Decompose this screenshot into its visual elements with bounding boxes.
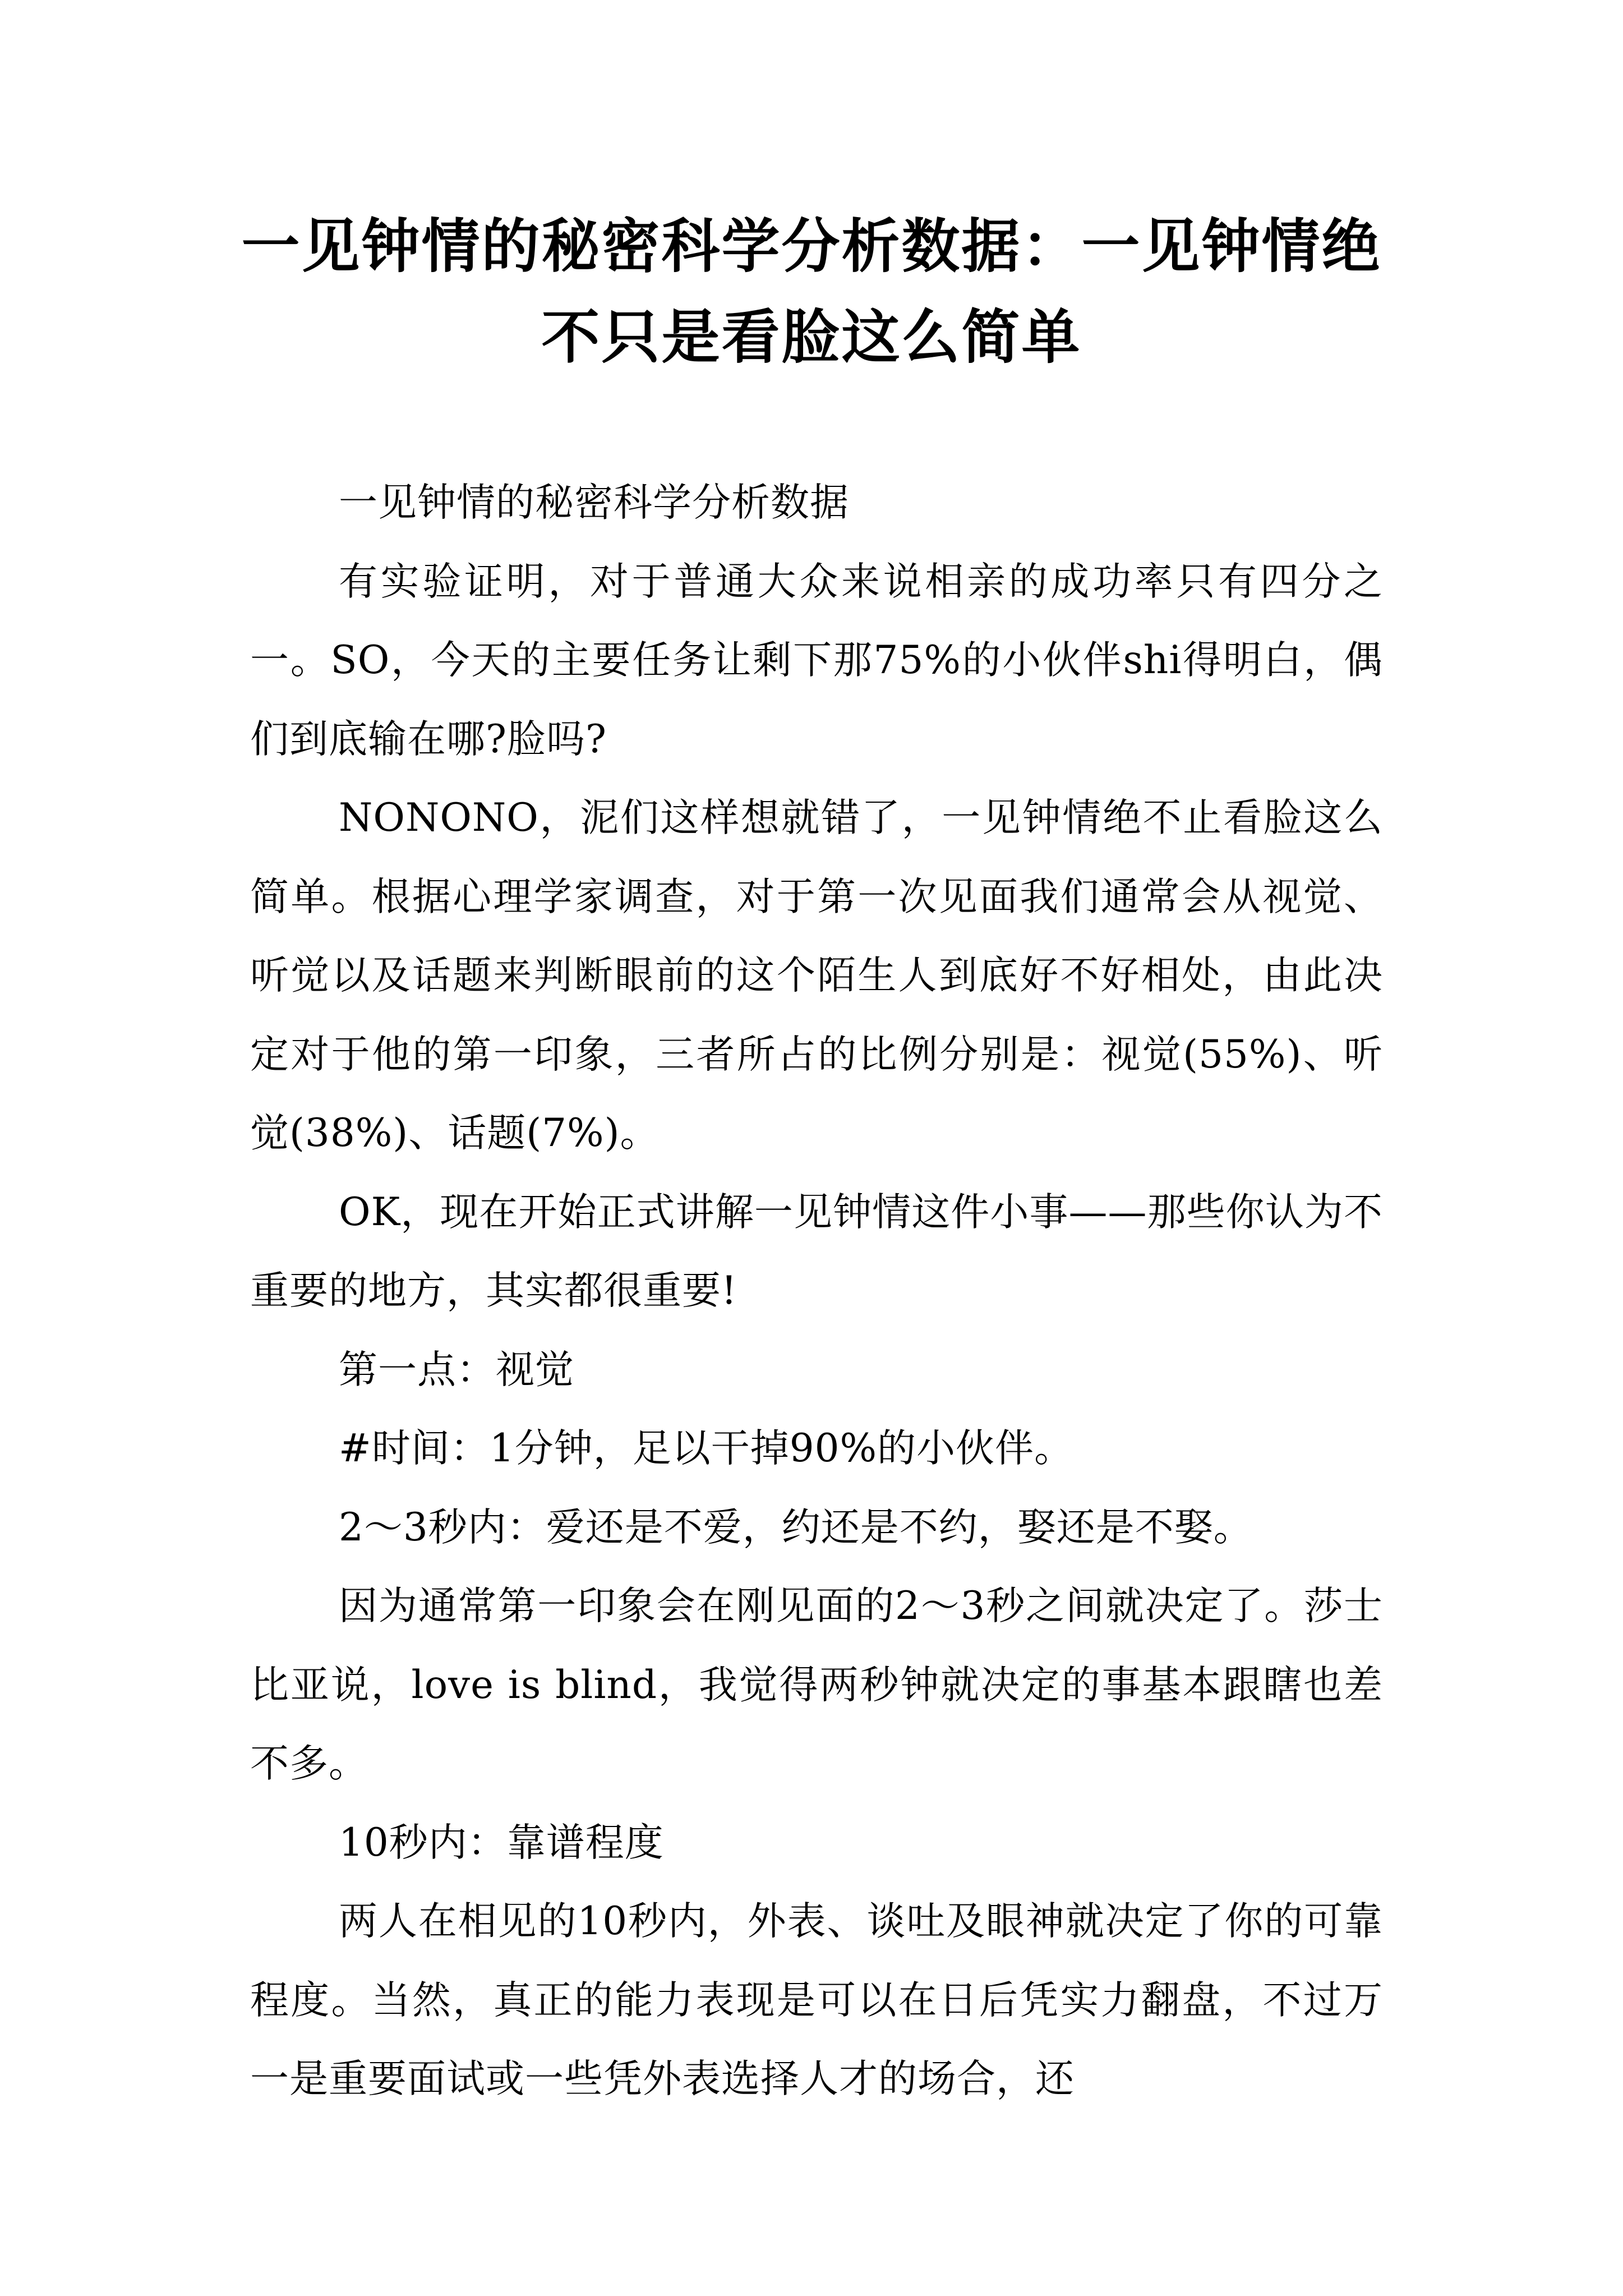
paragraph: OK，现在开始正式讲解一见钟情这件小事——那些你认为不重要的地方，其实都很重要! — [250, 1189, 1383, 1313]
paragraph: 因为通常第一印象会在刚见面的2～3秒之间就决定了。莎士比亚说，love is blind，我觉得两秒钟就决定的事基本跟瞎也差不多。 — [250, 1584, 1383, 1786]
document-body — [250, 463, 1383, 2119]
paragraph: NONONO，泥们这样想就错了，一见钟情绝不止看脸这么简单。根据心理学家调查，对于第一次见面我们通常会从视觉、听觉以及话题来判断眼前的这个陌生人到底好不好相处，由此决定对于他的第一印象，三者所占的比例分别是：视觉(55%)、听觉(38%)、话题(7%)。 — [250, 795, 1383, 1156]
section-heading: 10秒内：靠谱程度 — [339, 1820, 664, 1865]
paragraph: 有实验证明，对于普通大众来说相亲的成功率只有四分之一。SO，今天的主要任务让剩下那75%的小伙伴shi得明白，偶们到底输在哪?脸吗? — [250, 559, 1383, 762]
paragraph: #时间：1分钟，足以干掉90%的小伙伴。 — [339, 1426, 1074, 1471]
title-line-2: 不只是看脸这么简单 — [541, 302, 1082, 371]
paragraph: 2～3秒内：爱还是不爱，约还是不约，娶还是不娶。 — [339, 1504, 1253, 1550]
title-line-1: 一见钟情的秘密科学分析数据：一见钟情绝 — [241, 211, 1382, 280]
document-title — [0, 201, 1623, 383]
section-heading: 第一点：视觉 — [339, 1347, 574, 1392]
paragraph: 两人在相见的10秒内，外表、谈吐及眼神就决定了你的可靠程度。当然，真正的能力表现是可以在日后凭实力翻盘，不过万一是重要面试或一些凭外表选择人才的场合，还 — [250, 1899, 1383, 2101]
section-heading: 一见钟情的秘密科学分析数据 — [339, 480, 849, 525]
